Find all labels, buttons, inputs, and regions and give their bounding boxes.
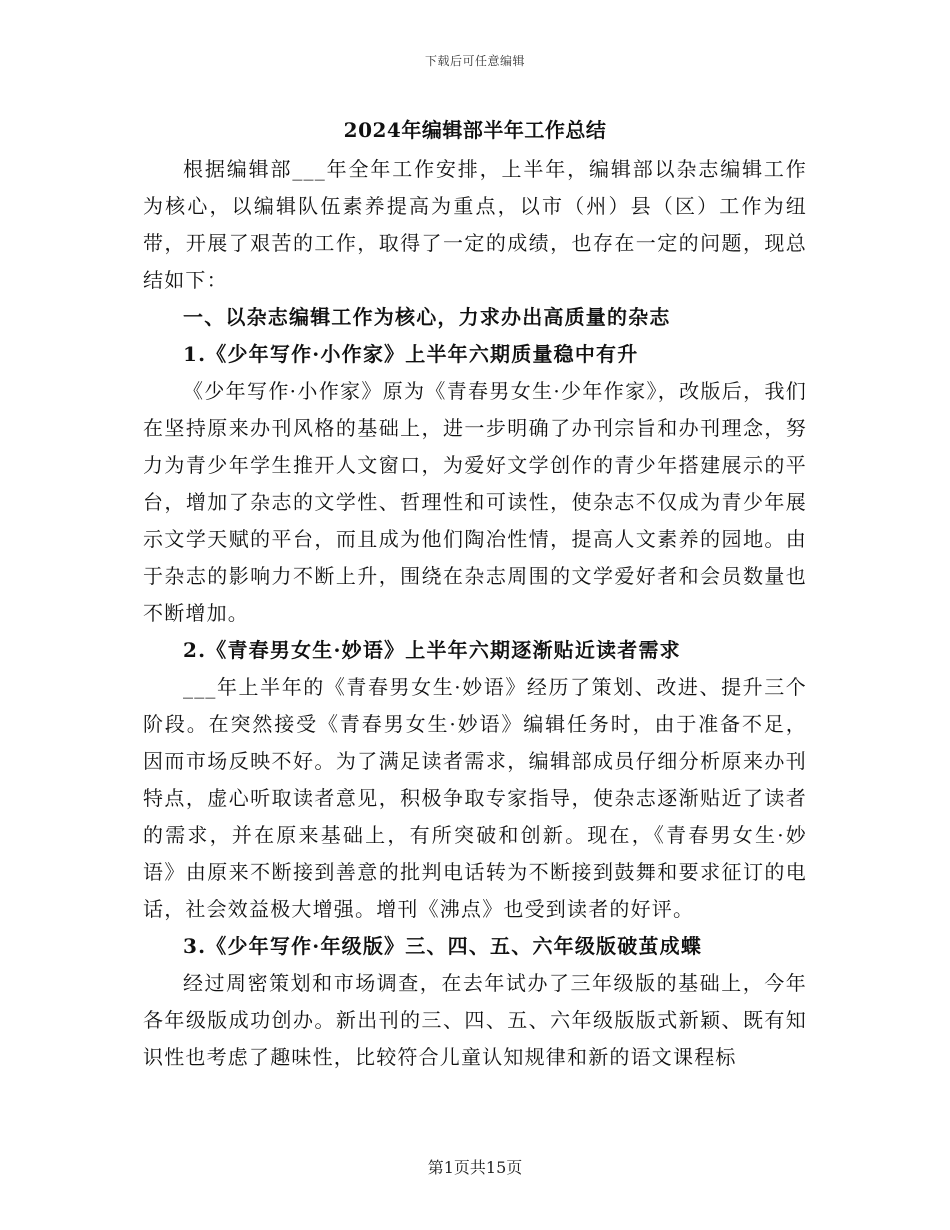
document-body <box>143 113 807 1076</box>
section-heading-1: 一、以杂志编辑工作为核心，力求办出高质量的杂志 <box>183 305 671 329</box>
paragraph-miaoyu: ___年上半年的《青春男女生·妙语》经历了策划、改进、提升三个阶段。在突然接受《青春男女生·妙语》编辑任务时，由于准备不足，因而市场反映不好。为了满足读者需求，编辑部成员仔细分析原来办刊特点，虚心听取读者意见，积极争取专家指导，使杂志逐渐贴近了读者的需求，并在原来基础上，有所突破和创新。现在，《青春男女生·妙语》由原来不断接到善意的批判电话转为不断接到鼓舞和要求征订的电话，社会效益极大增强。增刊《沸点》也受到读者的好评。 <box>143 675 807 921</box>
header-note: 下载后可任意编辑 <box>424 54 525 68</box>
document-title: 2024年编辑部半年工作总结 <box>343 118 607 142</box>
subsection-heading-2: 2.《青春男女生·妙语》上半年六期逐渐贴近读者需求 <box>183 638 681 662</box>
paragraph-nianjiban: 经过周密策划和市场调查，在去年试办了三年级版的基础上，今年各年级版成功创办。新出刊的三、四、五、六年级版版式新颖、既有知识性也考虑了趣味性，比较符合儿童认知规律和新的语文课程标 <box>143 971 807 1069</box>
subsection-heading-3: 3.《少年写作·年级版》三、四、五、六年级版破茧成蝶 <box>183 934 703 958</box>
subsection-heading-1: 1.《少年写作·小作家》上半年六期质量稳中有升 <box>183 342 639 366</box>
intro-paragraph: 根据编辑部___年全年工作安排，上半年，编辑部以杂志编辑工作为核心，以编辑队伍素养提高为重点，以市（州）县（区）工作为纽带，开展了艰苦的工作，取得了一定的成绩，也存在一定的问题，现总结如下： <box>143 157 807 292</box>
paragraph-xiaozuojia: 《少年写作·小作家》原为《青春男女生·少年作家》，改版后，我们在坚持原来办刊风格的基础上，进一步明确了办刊宗旨和办刊理念，努力为青少年学生推开人文窗口，为爱好文学创作的青少年搭建展示的平台，增加了杂志的文学性、哲理性和可读性，使杂志不仅成为青少年展示文学天赋的平台，而且成为他们陶冶性情，提高人文素养的园地。由于杂志的影响力不断上升，围绕在杂志周围的文学爱好者和会员数量也不断增加。 <box>143 379 807 625</box>
page-number: 第1页共15页 <box>427 1158 523 1177</box>
